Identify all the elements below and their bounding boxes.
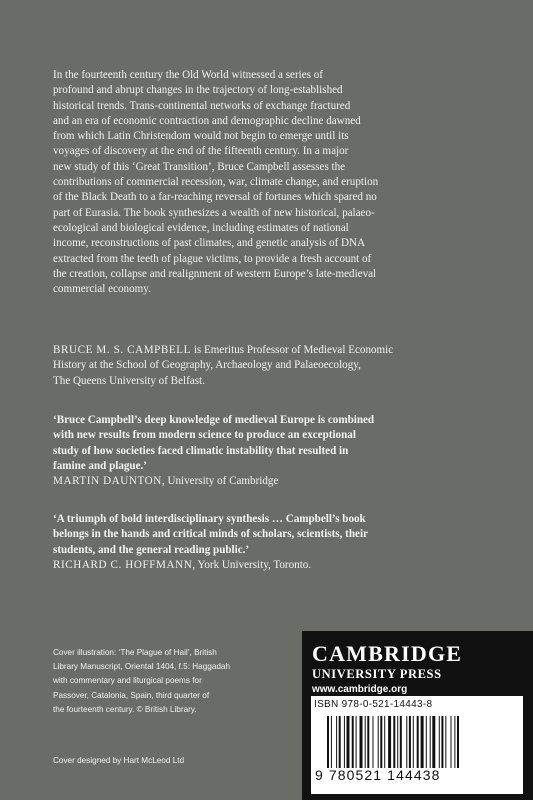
description-line: of the Black Death to a far-reaching reversal of fortunes which spared no (53, 191, 377, 204)
credit-line: Passover, Catalonia, Spain, third quarter of (53, 690, 210, 700)
barcode-stripe (421, 716, 424, 768)
barcode-stripe (406, 716, 407, 768)
quote-line: ‘A triumph of bold interdisciplinary synthesis … Campbell’s book (53, 513, 366, 525)
barcode-stripe (360, 716, 363, 768)
bio-line: History at the School of Geography, Archaeology and Palaeoecology, (53, 359, 361, 372)
description-line: voyages of discovery at the end of the fifteenth century. In a major (53, 145, 349, 158)
description-line: commercial economy. (53, 283, 151, 296)
barcode-stripe (457, 716, 459, 768)
description-line: In the fourteenth century the Old World witnessed a series of (53, 69, 324, 81)
barcode-stripe (400, 716, 402, 768)
barcode-stripe (331, 716, 332, 768)
barcode-stripe (454, 716, 455, 768)
description-line: the creation, collapse and realignment of western Europe’s late-medieval (53, 267, 377, 280)
publisher-url: www.cambridge.org (312, 684, 408, 695)
barcode-stripe (378, 716, 379, 768)
quote-line: students, and the general reading public.’ (53, 543, 250, 556)
description-line: historical trends. Trans-continental networks of exchange fractured (53, 99, 351, 112)
reviewer-affiliation: , University of Cambridge (161, 475, 279, 488)
barcode-stripe (384, 716, 385, 768)
description-line: and an era of economic contraction and demographic decline dawned (53, 114, 361, 127)
quote-attribution (53, 558, 493, 573)
barcode-stripe (432, 716, 435, 768)
description-line: from which Latin Christendom would not begin to emerge until its (53, 130, 349, 143)
description-line: contributions of commercial recession, war, climate change, and eruption (53, 176, 379, 189)
barcode-stripe (397, 716, 398, 768)
bio-line: The Queens University of Belfast. (53, 374, 205, 387)
barcode-stripe (445, 716, 446, 768)
barcode-stripe (409, 716, 411, 768)
barcode-panel (311, 696, 523, 794)
bio-line (53, 343, 493, 358)
barcode-stripe (388, 716, 391, 768)
reviewer-name: MARTIN DAUNTON (53, 475, 162, 488)
quote-line: ‘Bruce Campbell’s deep knowledge of medieval Europe is combined (53, 414, 375, 426)
barcode-stripe (380, 716, 382, 768)
description-line: part of Eurasia. The book synthesizes a wealth of new historical, palaeo- (53, 206, 375, 219)
quote-attribution (53, 474, 493, 489)
barcode-stripe (367, 716, 369, 768)
description-line: extracted from the teeth of plague victims, to provide a fresh account of (53, 252, 372, 265)
barcode-stripe (373, 716, 374, 768)
barcode-stripe (352, 716, 354, 768)
publisher-subtitle: UNIVERSITY PRESS (312, 667, 442, 681)
publisher-name: CAMBRIDGE (312, 641, 463, 666)
author-bio (53, 343, 493, 389)
description-line: new study of this ‘Great Transition’, Bruce Campbell assesses the (53, 160, 346, 173)
credit-line: Cover illustration: ‘The Plague of Hail’, British (53, 648, 217, 657)
barcode-stripe (426, 716, 427, 768)
barcode-stripe (344, 716, 345, 768)
cover-designer-credit: Cover designed by Hart McLeod Ltd (53, 756, 185, 765)
barcode-stripe (356, 716, 357, 768)
barcode-stripe (327, 716, 329, 768)
barcode-stripe (439, 716, 440, 768)
barcode-stripe (393, 716, 395, 768)
description-line: income, reconstructions of past climates, and genetic analysis of DNA (53, 237, 366, 250)
barcode-stripe (336, 716, 337, 768)
credit-line: Library Manuscript, Oriental 1404, f.5: Haggadah (53, 662, 231, 672)
reviewer-name: RICHARD C. HOFFMANN (53, 558, 193, 571)
description-line: ecological and biological evidence, including estimates of national (53, 221, 349, 234)
credit-line: the fourteenth century. © British Library. (53, 704, 197, 714)
author-name: BRUCE M. S. CAMPBELL (53, 344, 192, 356)
review-quote (53, 512, 493, 573)
barcode-stripe (441, 716, 443, 768)
reviewer-affiliation: , York University, Toronto. (192, 558, 312, 571)
quote-line: famine and plague.’ (53, 459, 147, 472)
credit-line: with commentary and liturgical poems for (53, 676, 202, 686)
barcode-number: 9 780521 144438 (315, 767, 441, 783)
review-quote (53, 413, 493, 489)
description-line: profound and abrupt changes in the trajectory of long-established (53, 84, 343, 97)
quote-line: belongs in the hands and critical minds of scholars, scientists, their (53, 528, 368, 541)
book-description (53, 68, 493, 297)
quote-line: study of how societies faced climatic instability that resulted in (53, 444, 349, 457)
barcode-stripe (417, 716, 419, 768)
cover-illustration-credit (53, 646, 293, 717)
barcode-stripe (413, 716, 414, 768)
quote-line: with new results from modern science to produce an exceptional (53, 429, 356, 442)
barcode-icon (327, 716, 509, 768)
isbn-label: ISBN 978-0-521-14443-8 (314, 699, 433, 710)
barcode-stripe (365, 716, 366, 768)
barcode-stripe (430, 716, 431, 768)
barcode-stripe (347, 716, 350, 768)
bio-text: is Emeritus Professor of Medieval Economic (191, 344, 394, 356)
barcode-stripe (339, 716, 341, 768)
barcode-stripe (451, 716, 452, 768)
